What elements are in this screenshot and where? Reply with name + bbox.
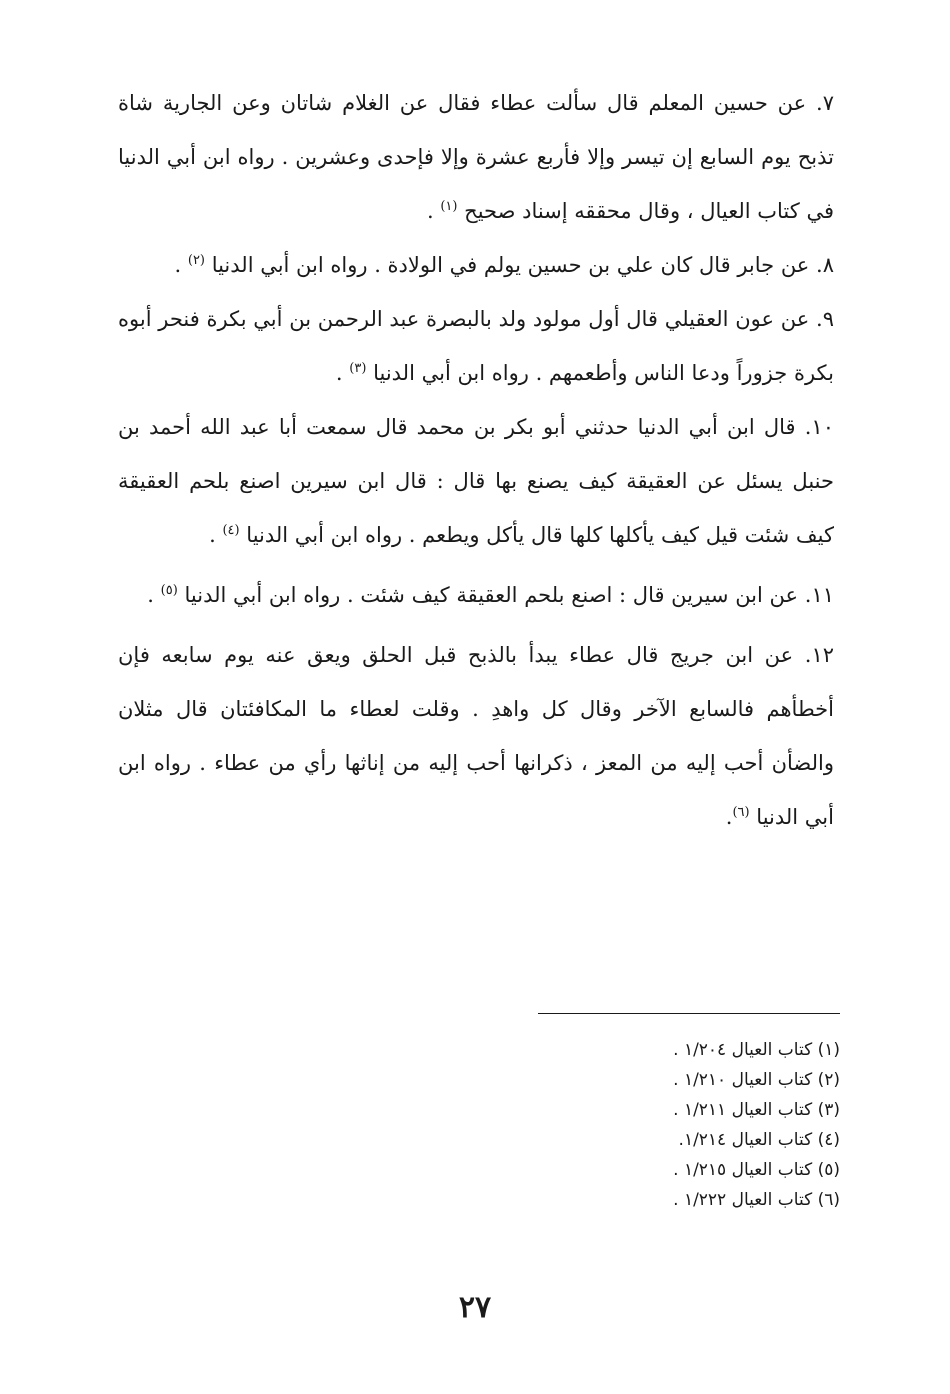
footnote-5: (٥) كتاب العيال ١/٢١٥ . <box>673 1160 840 1180</box>
footnote-ref: (٣) <box>349 361 367 376</box>
paragraph-number: ١١. <box>804 583 834 607</box>
paragraph-end: . <box>426 199 441 223</box>
footnote-ref: (٥) <box>160 583 178 598</box>
footnote-ref: (٢) <box>187 253 205 268</box>
footnote-6: (٦) كتاب العيال ١/٢٢٢ . <box>673 1190 840 1210</box>
paragraph-text: عن ابن جريج قال عطاء يبدأ بالذبح قبل الحلق ويعق عنه يوم سابعه فإن أخطأهم فالسابع الآخر وقال كل واهدِ . وقلت لعطاء ما المكافئتان قال مثلان والضأن أحب إليه من المعز ، ذكرانها أحب إليه من إناثها رأي من عطاء . رواه ابن أبي الدنيا <box>118 643 834 829</box>
paragraph-number: ٩. <box>816 307 834 331</box>
paragraph-end: . <box>174 253 188 277</box>
main-text <box>118 76 834 844</box>
paragraph-7 <box>118 76 834 238</box>
paragraph-12 <box>118 628 834 844</box>
footnote-ref: (١) <box>440 199 458 214</box>
footnote-ref: (٦) <box>732 805 750 820</box>
paragraph-text: قال ابن أبي الدنيا حدثني أبو بكر بن محمد قال سمعت أبا عبد الله أحمد بن حنبل يسئل عن العقيقة كيف يصنع بها قال : قال ابن سيرين اصنع بلحم العقيقة كيف شئت قيل كيف يأكلها كلها قال يأكل ويطعم . رواه ابن أبي الدنيا <box>118 415 834 547</box>
paragraph-10 <box>118 400 834 562</box>
paragraph-text: عن ابن سيرين قال : اصنع بلحم العقيقة كيف شئت . رواه ابن أبي الدنيا <box>184 583 799 607</box>
paragraph-number: ٨. <box>816 253 834 277</box>
paragraph-text: عن جابر قال كان علي بن حسين يولم في الولادة . رواه ابن أبي الدنيا <box>211 253 810 277</box>
footnote-separator <box>538 1013 840 1014</box>
footnotes <box>540 1035 840 1215</box>
paragraph-end: . <box>335 361 350 385</box>
paragraph-number: ١٢. <box>804 643 834 667</box>
footnote-2: (٢) كتاب العيال ١/٢١٠ . <box>673 1070 840 1090</box>
footnote-3: (٣) كتاب العيال ١/٢١١ . <box>673 1100 840 1120</box>
paragraph-end: . <box>147 583 161 607</box>
paragraph-number: ٧. <box>816 91 834 115</box>
page-number: ٢٧ <box>458 1290 492 1325</box>
footnote-4: (٤) كتاب العيال ١/٢١٤. <box>678 1130 840 1150</box>
paragraph-number: ١٠. <box>804 415 834 439</box>
paragraph-end: . <box>209 523 223 547</box>
paragraph-11 <box>118 568 834 622</box>
paragraph-8 <box>118 238 834 292</box>
paragraph-text: عن عون العقيلي قال أول مولود ولد بالبصرة عبد الرحمن بن أبي بكرة فنحر أبوه بكرة جزوراً ودعا الناس وأطعمهم . رواه ابن أبي الدنيا <box>118 307 834 385</box>
footnote-1: (١) كتاب العيال ١/٢٠٤ . <box>673 1040 840 1060</box>
paragraph-9 <box>118 292 834 400</box>
paragraph-end: . <box>725 805 733 829</box>
footnote-ref: (٤) <box>222 523 240 538</box>
paragraph-text: عن حسين المعلم قال سألت عطاء فقال عن الغلام شاتان وعن الجارية شاة تذبح يوم السابع إن تيسر وإلا فأربع عشرة وإلا فإحدى وعشرين . رواه ابن أبي الدنيا في كتاب العيال ، وقال محققه إسناد صحيح <box>118 91 834 223</box>
